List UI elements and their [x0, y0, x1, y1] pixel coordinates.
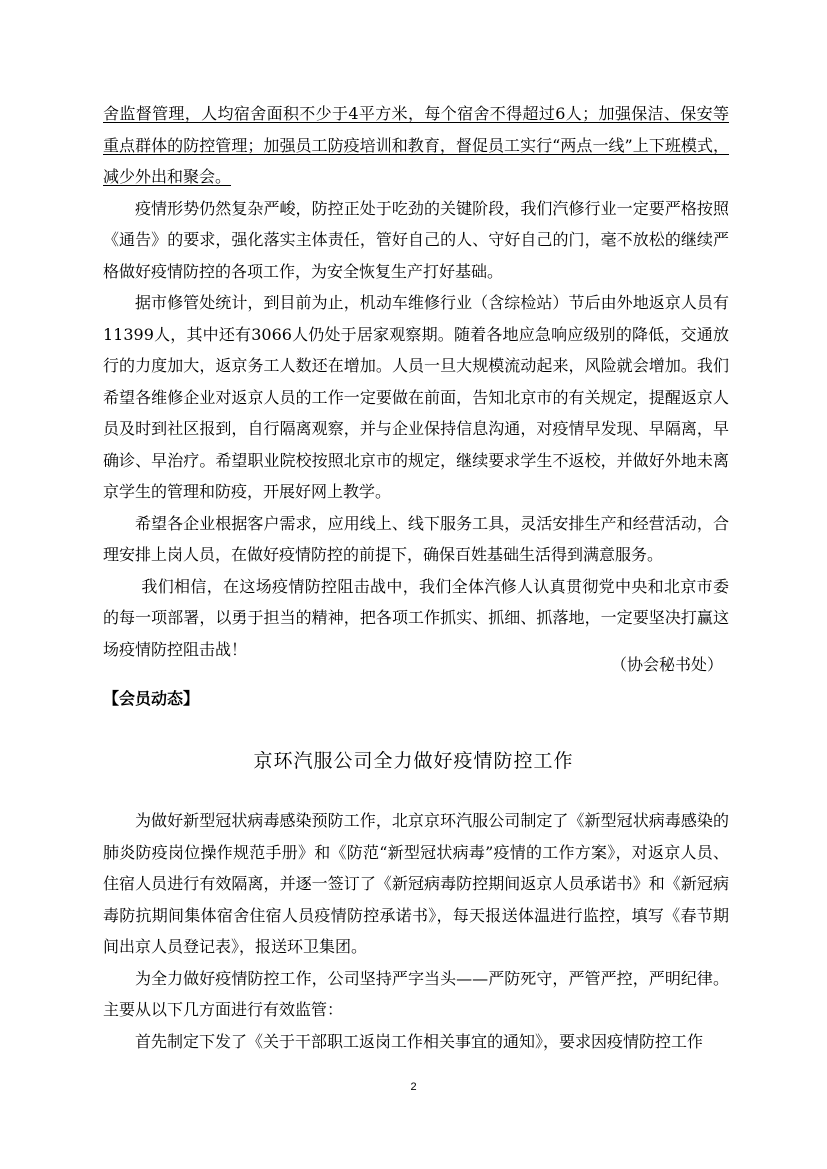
paragraph-underlined: [103, 98, 729, 193]
underlined-text: 舍监督管理，人均宿舍面积不少于4平方米，每个宿舍不得超过6人；加强保洁、保安等重点群体的防控管理；加强员工防疫培训和教育，督促员工实行“两点一线”上下班模式，减少外出和聚会。: [103, 104, 729, 186]
page-number: 2: [410, 1081, 417, 1093]
paragraph: 疫情形势仍然复杂严峻，防控正处于吃劲的关键阶段，我们汽修行业一定要严格按照《通告》的要求，强化落实主体责任，管好自己的人、守好自己的门，毫不放松的继续严格做好疫情防控的各项工作，为安全恢复生产打好基础。: [103, 198, 729, 281]
section-heading: 【会员动态】: [103, 689, 200, 708]
paragraph: 为全力做好疫情防控工作，公司坚持严字当头——严防死守，严管严控，严明纪律。主要从以下几方面进行有效监管：: [103, 968, 729, 1019]
paragraph: 我们相信，在这场疫情防控阻击战中，我们全体汽修人认真贯彻党中央和北京市委的每一项部署，以勇于担当的精神，把各项工作抓实、抓细、抓落地，一定要坚决打赢这场疫情防控阻击战！: [103, 576, 729, 659]
paragraph: 首先制定下发了《关于干部职工返岗工作相关事宜的通知》，要求因疫情防控工作: [135, 1031, 704, 1051]
previous-article-continuation: [103, 98, 729, 665]
paragraph: 据市修管处统计，到目前为止，机动车维修行业（含综检站）节后由外地返京人员有11399人，其中还有3066人仍处于居家观察期。随着各地应急响应级别的降低，交通放行的力度加大，返京务工人数还在增加。人员一旦大规模流动起来，风险就会增加。我们希望各维修企业对返京人员的工作一定要做在前面，告知北京市的有关规定，提醒返京人员及时到社区报到，自行隔离观察，并与企业保持信息沟通，对疫情早发现、早隔离，早确诊、早治疗。希望职业院校按照北京市的规定，继续要求学生不返校，并做好外地未离京学生的管理和防疫，开展好网上教学。: [103, 293, 729, 501]
article-title: 京环汽服公司全力做好疫情防控工作: [253, 750, 574, 772]
signature: （协会秘书处）: [610, 655, 723, 674]
paragraph: 希望各企业根据客户需求，应用线上、线下服务工具，灵活安排生产和经营活动，合理安排上岗人员，在做好疫情防控的前提下，确保百姓基础生活得到满意服务。: [103, 513, 729, 564]
paragraph: 为做好新型冠状病毒感染预防工作，北京京环汽服公司制定了《新型冠状病毒感染的肺炎防疫岗位操作规范手册》和《防范“新型冠状病毒”疫情的工作方案》，对返京人员、住宿人员进行有效隔离，并逐一签订了《新冠病毒防控期间返京人员承诺书》和《新冠病毒防抗期间集体宿舍住宿人员疫情防控承诺书》，每天报送体温进行监控，填写《春节期间出京人员登记表》，报送环卫集团。: [103, 811, 729, 956]
article-body: [103, 805, 729, 1057]
